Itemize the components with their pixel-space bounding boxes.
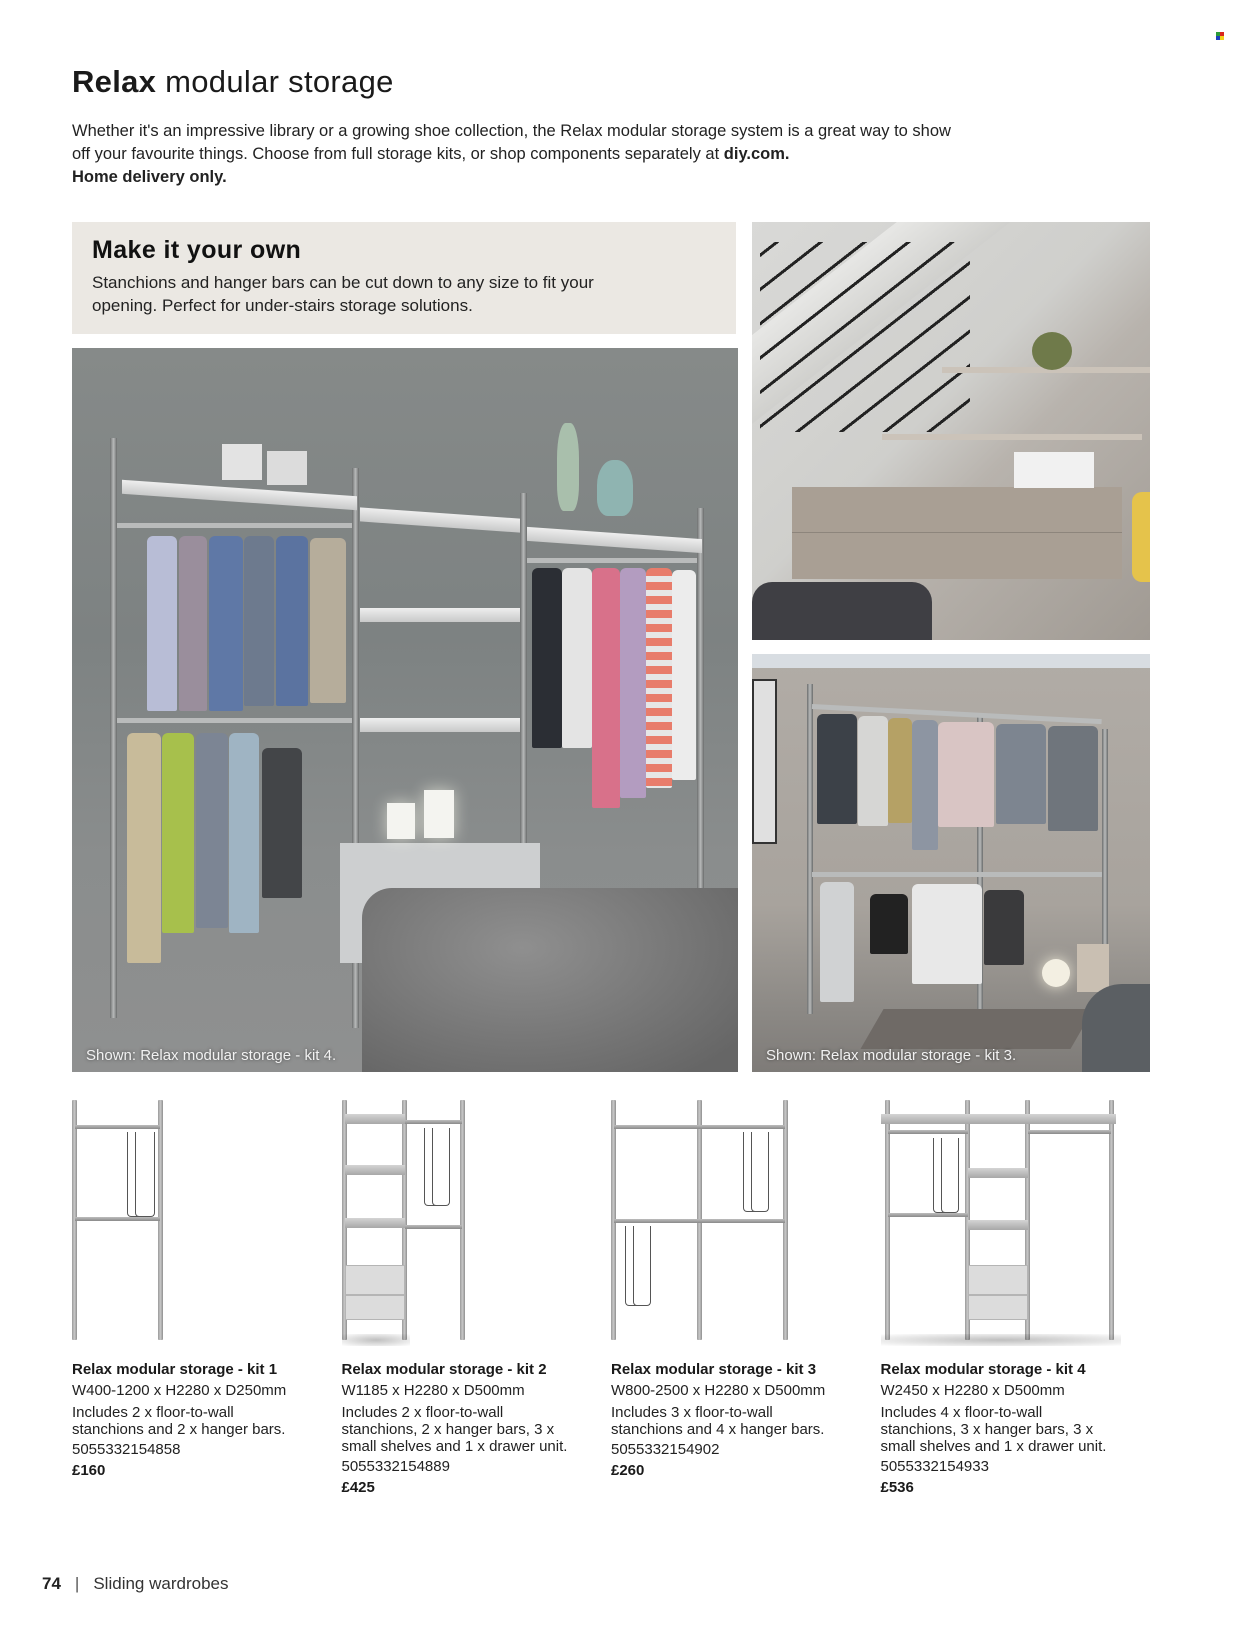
kit-name: Relax modular storage - kit 4 — [880, 1361, 1086, 1378]
photo-bed — [1082, 984, 1150, 1072]
photo-storage-box — [222, 444, 262, 480]
kit-3-diagram — [611, 1100, 861, 1340]
photo-garment — [262, 748, 302, 898]
photo-garment — [592, 568, 620, 808]
photo-hanger-bar — [812, 872, 1102, 877]
kit-product-code: 5055332154933 — [880, 1458, 989, 1475]
kit-price: £160 — [72, 1462, 106, 1479]
photo-garment — [209, 536, 243, 711]
photo-sideboard — [792, 487, 1122, 579]
photo-garment — [620, 568, 646, 798]
kit-1-diagram — [72, 1100, 322, 1340]
photo-hanger-bar — [117, 523, 352, 528]
photo-vase — [597, 460, 633, 516]
photo-stanchion — [110, 438, 117, 1018]
photo-garment — [196, 733, 228, 928]
intro-line-1: Whether it's an impressive library or a growing shoe collection, the Relax modular storage system is a great way to show — [72, 122, 951, 140]
photo-shelf — [360, 507, 520, 532]
photo-ceiling-cornice — [752, 654, 1150, 668]
kit-name: Relax modular storage - kit 3 — [611, 1361, 817, 1378]
photo-garment — [310, 538, 346, 703]
photo-understairs-storage — [752, 222, 1150, 640]
photo-garment — [244, 536, 274, 706]
intro-paragraph — [72, 120, 1092, 189]
photo-garment — [820, 882, 854, 1002]
photo-printer — [1014, 452, 1094, 488]
photo-cushion — [752, 582, 932, 640]
photo-lamp — [387, 803, 415, 839]
photo-hanger-bar — [117, 718, 352, 723]
photo-garment — [858, 716, 888, 826]
photo-hanger-bar — [527, 558, 697, 563]
photo-garment — [127, 733, 161, 963]
kit-includes: Includes 4 x floor-to-wall stanchions, 3 x hanger bars, 3 x small shelves and 1 x drawer unit. — [880, 1404, 1107, 1455]
kit-dimensions: W1185 x H2280 x D500mm — [341, 1382, 525, 1399]
kit-name: Relax modular storage - kit 1 — [72, 1361, 278, 1378]
photo-rug — [860, 1009, 1093, 1049]
kit-dimensions: W2450 x H2280 x D500mm — [880, 1382, 1065, 1399]
page-number: 74 — [42, 1574, 61, 1593]
photo-garment — [646, 568, 672, 788]
photo-picture-frame — [752, 679, 777, 844]
photo-lamp — [1042, 959, 1070, 987]
diy-link[interactable]: diy.com. — [723, 145, 790, 163]
brand-logo-icon — [1216, 32, 1224, 40]
kit-card-2[interactable] — [342, 1100, 612, 1498]
page-title — [72, 64, 394, 100]
kit-2-diagram — [342, 1100, 592, 1340]
footer-separator: | — [74, 1574, 80, 1593]
photo-shelf — [360, 608, 520, 622]
photo-bed — [362, 888, 738, 1072]
shirt-icon — [751, 1132, 769, 1212]
photo-kit3-room — [752, 654, 1150, 1072]
photo-caption-kit3: Shown: Relax modular storage - kit 3. — [766, 1047, 1017, 1064]
callout-title: Make it your own — [92, 236, 302, 264]
shirt-icon — [941, 1138, 959, 1213]
delivery-note: Home delivery only. — [72, 168, 227, 186]
photo-garment — [912, 720, 938, 850]
section-name: Sliding wardrobes — [93, 1574, 229, 1593]
photo-storage-box — [267, 451, 307, 485]
photo-shelf — [122, 480, 357, 510]
kit-card-4[interactable] — [881, 1100, 1151, 1498]
kit-dimensions: W400-1200 x H2280 x D250mm — [72, 1382, 287, 1399]
shirt-icon — [633, 1226, 651, 1306]
kit-includes: Includes 2 x floor-to-wall stanchions and 2 x hanger bars. — [72, 1404, 286, 1438]
photo-lamp — [424, 790, 454, 838]
kit-name: Relax modular storage - kit 2 — [341, 1361, 547, 1378]
photo-garment — [984, 890, 1024, 965]
photo-chair — [1132, 492, 1150, 582]
kit-4-diagram — [881, 1100, 1121, 1340]
callout-body: Stanchions and hanger bars can be cut down to any size to fit your opening. Perfect for under-stairs storage solutions. — [92, 273, 594, 315]
photo-garment — [562, 568, 592, 748]
photo-garment — [179, 536, 207, 711]
photo-garment — [888, 718, 912, 823]
photo-storage-box — [1077, 944, 1109, 992]
kit-card-3[interactable] — [611, 1100, 881, 1498]
photo-garment — [532, 568, 562, 748]
photo-garment — [938, 722, 994, 827]
photo-shelf — [882, 434, 1142, 440]
photo-kit4-bedroom — [72, 348, 738, 1072]
photo-garment — [147, 536, 177, 711]
kit-product-code: 5055332154858 — [72, 1441, 181, 1458]
kit-product-code: 5055332154902 — [611, 1441, 720, 1458]
kit-price: £425 — [341, 1479, 375, 1496]
kit-dimensions: W800-2500 x H2280 x D500mm — [611, 1382, 826, 1399]
intro-line-2: off your favourite things. Choose from full storage kits, or shop components separately at diy.com. — [72, 145, 790, 163]
shirt-icon — [432, 1128, 450, 1206]
photo-stanchion — [807, 684, 813, 1014]
photo-drawer-line — [792, 532, 1122, 533]
photo-garment — [912, 884, 982, 984]
photo-garment — [996, 724, 1046, 824]
photo-shelf — [527, 527, 702, 553]
kit-card-1[interactable] — [72, 1100, 342, 1498]
photo-garment — [1048, 726, 1098, 831]
photo-garment — [817, 714, 857, 824]
kit-price: £260 — [611, 1462, 645, 1479]
kit-includes: Includes 2 x floor-to-wall stanchions, 2 x hanger bars, 3 x small shelves and 1 x drawer unit. — [341, 1404, 568, 1455]
kit-price: £536 — [880, 1479, 914, 1496]
page-footer — [42, 1574, 228, 1594]
photo-vase — [1032, 332, 1072, 370]
photo-garment — [672, 570, 696, 780]
shirt-icon — [135, 1132, 155, 1217]
kit-list — [72, 1100, 1150, 1498]
photo-garment — [229, 733, 259, 933]
page-title-rest: modular storage — [156, 64, 394, 99]
photo-shelf — [360, 718, 520, 732]
photo-balustrade — [760, 242, 970, 432]
photo-caption-kit4: Shown: Relax modular storage - kit 4. — [86, 1047, 337, 1064]
photo-garment — [162, 733, 194, 933]
photo-vase — [557, 423, 579, 511]
photo-stanchion — [1102, 729, 1108, 979]
callout-box — [72, 222, 736, 334]
photo-garment — [870, 894, 908, 954]
photo-garment — [276, 536, 308, 706]
kit-product-code: 5055332154889 — [341, 1458, 450, 1475]
kit-includes: Includes 3 x floor-to-wall stanchions and 4 x hanger bars. — [611, 1404, 825, 1438]
page-title-bold: Relax — [72, 64, 157, 99]
